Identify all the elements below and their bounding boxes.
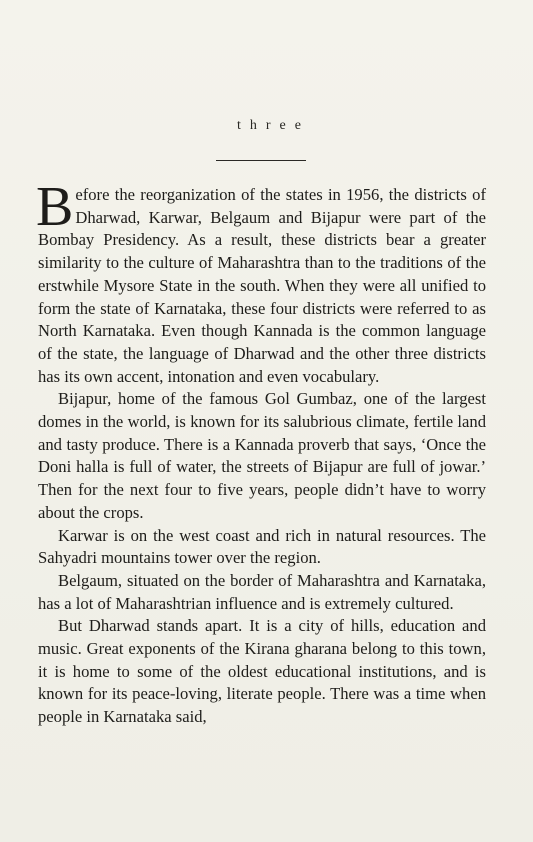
- paragraph-1-text: efore the reorganization of the states in 1956, the districts of Dharwad, Karwar, Belgaum and Bijapur were part of the Bombay Presidency. As a result, these districts bear a greater similarity to the culture of Maharashtra than to the traditions of the erstwhile Mysore State in the south. When they were all unified to form the state of Karnataka, these four districts were referred to as North Karnataka. Even though Kannada is the common language of the state, the language of Dharwad and the other three districts has its own accent, intonation and even vocabulary.: [38, 185, 486, 386]
- paragraph-2: Bijapur, home of the famous Gol Gumbaz, one of the largest domes in the world, is known for its salubrious climate, fertile land and tasty produce. There is a Kannada proverb that says, ‘Once the Doni halla is full of water, the streets of Bijapur are full of jowar.’ Then for the next four to five years, people didn’t have to worry about the crops.: [38, 389, 486, 522]
- chapter-body: [36, 176, 486, 729]
- chapter-title: three: [237, 118, 310, 133]
- paragraph-4: Belgaum, situated on the border of Maharashtra and Karnataka, has a lot of Maharashtrian influence and is extremely cultured.: [38, 570, 486, 613]
- paragraph-3: Karwar is on the west coast and rich in natural resources. The Sahyadri mountains tower over the region.: [38, 525, 486, 568]
- paragraph-1: [36, 176, 486, 388]
- drop-cap: B: [36, 176, 74, 238]
- title-divider: [216, 160, 306, 161]
- paragraph-5: But Dharwad stands apart. It is a city of hills, education and music. Great exponents of the Kirana gharana belong to this town, it is home to some of the oldest educational institutions, and is known for its peace-loving, literate people. There was a time when people in Karnataka said,: [38, 616, 486, 727]
